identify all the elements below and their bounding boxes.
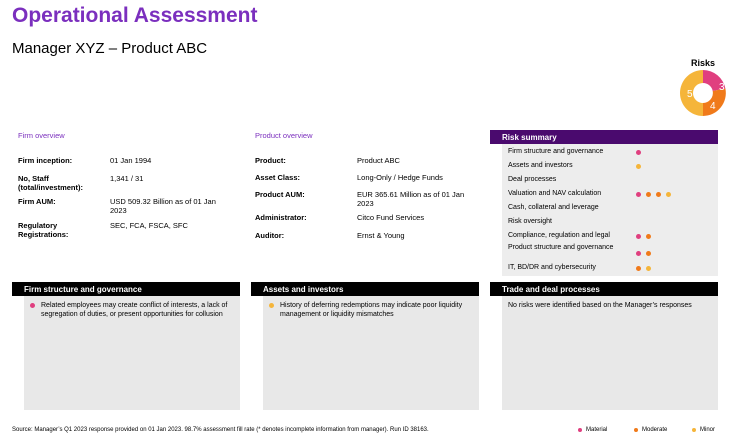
panel-heading: Trade and deal processes — [490, 282, 718, 296]
minor-dot — [666, 192, 671, 197]
page-subtitle: Manager XYZ – Product ABC — [12, 40, 208, 57]
risks-label: Risks — [690, 58, 716, 68]
risk-row-label: Deal processes — [508, 176, 557, 183]
panel-heading: Firm structure and governance — [12, 282, 240, 296]
product-key: Product: — [255, 156, 286, 165]
product-value: Product ABC — [357, 156, 400, 165]
risk-row-label: Risk oversight — [508, 218, 552, 225]
material-dot — [636, 192, 641, 197]
risk-summary-body — [502, 144, 718, 276]
product-aum-key: Product AUM: — [255, 190, 305, 199]
firm-staff-value: 1,341 / 31 — [110, 174, 144, 183]
minor-dot — [269, 303, 274, 308]
moderate-dot — [646, 234, 651, 239]
risk-bullet — [269, 301, 473, 319]
material-dot — [636, 150, 641, 155]
legend-moderate-label: Moderate — [642, 427, 668, 433]
risk-summary-panel — [490, 130, 718, 276]
risk-bullet-text: Related employees may create conflict of interests, a lack of segregation of duties, or present opportunities for collusion — [41, 302, 228, 318]
moderate-dot — [656, 192, 661, 197]
auditor-key: Auditor: — [255, 231, 285, 240]
risk-row-label: Compliance, regulation and legal — [508, 232, 610, 239]
legend-material — [578, 427, 607, 433]
panel-body — [502, 296, 718, 410]
risk-row-label: Firm structure and governance — [508, 148, 604, 155]
moderate-dot — [646, 192, 651, 197]
product-aum-value: EUR 365.61 Million as of 01 Jan 2023 — [357, 190, 465, 208]
risk-summary-heading: Risk summary — [490, 130, 718, 144]
asset-class-value: Long-Only / Hedge Funds — [357, 173, 443, 182]
material-dot — [636, 234, 641, 239]
auditor-value: Ernst & Young — [357, 231, 405, 240]
legend-minor — [692, 427, 715, 433]
minor-dot — [636, 164, 641, 169]
moderate-dot — [646, 251, 651, 256]
risks-donut — [672, 56, 734, 118]
administrator-value: Citco Fund Services — [357, 213, 425, 222]
risk-row-label: Assets and investors — [508, 162, 573, 169]
legend-material-label: Material — [586, 427, 608, 433]
panel-body — [263, 296, 479, 410]
moderate-dot — [636, 266, 641, 271]
donut-value-material: 3 — [719, 82, 725, 93]
footer-source: Source: Manager’s Q1 2023 response provided on 01 Jan 2023. 98.7% assessment fill rate (* denotes incomplete information from manager). Run ID 38163. — [12, 427, 429, 433]
assets-investors-panel — [251, 282, 479, 410]
administrator-key: Administrator: — [255, 213, 307, 222]
risk-row-label: Valuation and NAV calculation — [508, 190, 602, 197]
firm-inception-value: 01 Jan 1994 — [110, 156, 152, 165]
material-dot — [636, 251, 641, 256]
donut-value-moderate: 4 — [710, 101, 716, 112]
panel-text: No risks were identified based on the Manager’s responses — [508, 302, 692, 309]
moderate-dot — [634, 428, 638, 432]
firm-inception-key: Firm inception: — [18, 156, 73, 165]
risk-bullet — [30, 301, 234, 319]
risk-row-label: Cash, collateral and leverage — [508, 204, 599, 211]
panel-heading: Assets and investors — [251, 282, 479, 296]
legend-moderate — [634, 427, 667, 433]
material-dot — [578, 428, 582, 432]
product-overview-heading: Product overview — [255, 131, 313, 140]
minor-dot — [646, 266, 651, 271]
page-title: Operational Assessment — [12, 4, 258, 27]
risk-bullet-text: History of deferring redemptions may indicate poor liquidity management or liquidity mismatches — [280, 302, 463, 318]
firm-aum-key: Firm AUM: — [18, 197, 56, 206]
firm-registrations-key: Regulatory Registrations: — [18, 221, 69, 239]
donut-value-minor: 5 — [687, 89, 693, 100]
minor-dot — [692, 428, 696, 432]
firm-structure-panel — [12, 282, 240, 410]
asset-class-key: Asset Class: — [255, 173, 301, 182]
material-dot — [30, 303, 35, 308]
panel-body — [24, 296, 240, 410]
firm-staff-key: No, Staff (total/investment): — [18, 174, 84, 192]
risks-donut-chart — [672, 68, 734, 118]
firm-overview-heading: Firm overview — [18, 131, 65, 140]
trade-deal-panel — [490, 282, 718, 410]
risk-row-label: Product structure and governance — [508, 244, 614, 251]
firm-aum-value: USD 509.32 Billion as of 01 Jan 2023 — [110, 197, 216, 215]
risk-row-label: IT, BD/DR and cybersecurity — [508, 264, 596, 271]
legend-minor-label: Minor — [700, 427, 716, 433]
firm-registrations-value: SEC, FCA, FSCA, SFC — [110, 221, 188, 230]
